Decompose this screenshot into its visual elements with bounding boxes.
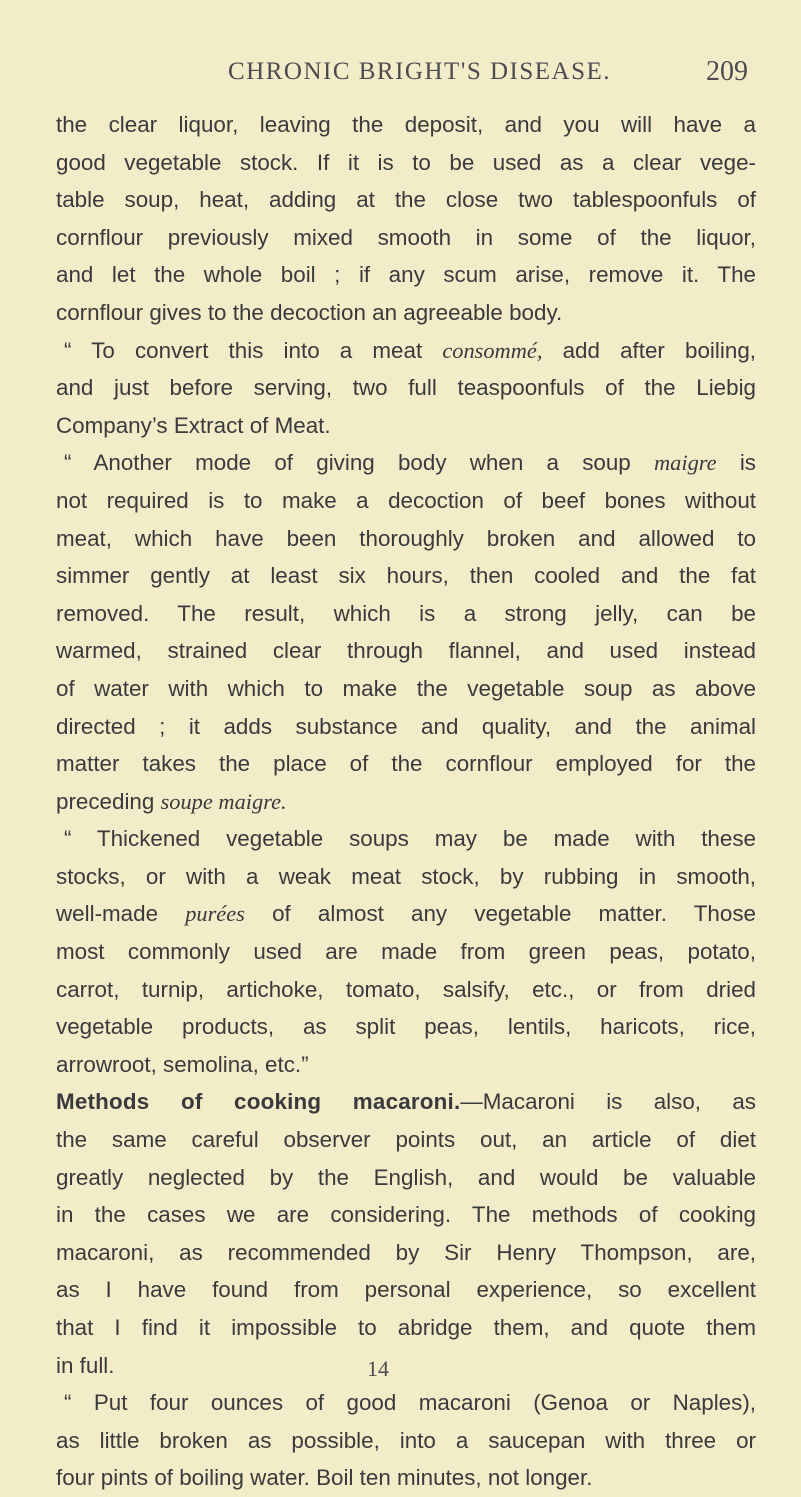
text-line — [56, 745, 756, 783]
text-line — [56, 520, 756, 558]
text-line — [56, 181, 756, 219]
signature-mark: 14 — [367, 1356, 389, 1381]
text-segment: well-made — [56, 901, 186, 927]
text-segment: in the cases we are considering. The methods of cooking — [56, 1202, 756, 1228]
text-segment: matter takes the place of the cornflour employed for the — [56, 751, 756, 777]
text-segment: Company’s Extract of Meat. — [56, 412, 331, 438]
text-segment: removed. The result, which is a strong jelly, can be — [56, 600, 756, 626]
text-segment: meat, which have been thoroughly broken and allowed to — [56, 525, 756, 551]
text-segment: and just before serving, two full teaspoonfuls of the Liebig — [56, 375, 756, 401]
body-text — [56, 106, 756, 1497]
page-number: 209 — [706, 56, 748, 87]
text-line — [56, 482, 756, 520]
text-line — [56, 369, 756, 407]
text-segment: carrot, turnip, artichoke, tomato, salsify, etc., or from dried — [56, 976, 756, 1002]
text-line — [56, 106, 756, 144]
section-heading: Methods of cooking macaroni. — [56, 1089, 461, 1115]
italic-text: purées — [185, 901, 245, 927]
text-segment: macaroni, as recommended by Sir Henry Thompson, are, — [56, 1239, 756, 1265]
text-segment: warmed, strained clear through flannel, and used instead — [56, 638, 756, 664]
text-segment: the same careful observer points out, an article of diet — [56, 1127, 756, 1153]
text-line — [56, 595, 756, 633]
text-line — [56, 1159, 756, 1197]
text-segment: —Macaroni is also, as — [460, 1089, 756, 1115]
text-segment: “ Another mode of giving body when a soup — [64, 450, 654, 476]
text-line — [56, 444, 756, 482]
text-segment: cornflour previously mixed smooth in some of the liquor, — [56, 224, 756, 250]
text-segment: “ Put four ounces of good macaroni (Genoa or Naples), — [64, 1390, 756, 1416]
text-line — [56, 1046, 756, 1084]
text-line — [56, 1309, 756, 1347]
text-segment: cornflour gives to the decoction an agreeable body. — [56, 299, 563, 325]
text-segment: “ Thickened vegetable soups may be made with these — [64, 826, 756, 852]
text-segment: and let the whole boil ; if any scum arise, remove it. The — [56, 262, 756, 288]
page-header — [0, 56, 801, 96]
text-line — [56, 1083, 756, 1121]
text-segment: as little broken as possible, into a saucepan with three or — [56, 1427, 756, 1453]
italic-text: consommé, — [442, 337, 543, 363]
text-line — [56, 933, 756, 971]
text-segment: stocks, or with a weak meat stock, by rubbing in smooth, — [56, 863, 756, 889]
text-line — [56, 219, 756, 257]
text-segment: preceding — [56, 788, 161, 814]
text-line — [56, 1234, 756, 1272]
text-segment: vegetable products, as split peas, lentils, haricots, rice, — [56, 1014, 756, 1040]
text-line — [56, 407, 756, 445]
text-line — [56, 1271, 756, 1309]
text-segment: add after boiling, — [542, 337, 756, 363]
text-line — [56, 971, 756, 1009]
italic-text: soupe maigre. — [160, 788, 287, 814]
text-line — [56, 256, 756, 294]
text-line — [56, 557, 756, 595]
text-segment: greatly neglected by the English, and would be valuable — [56, 1164, 756, 1190]
text-line — [56, 708, 756, 746]
text-line — [56, 144, 756, 182]
text-line — [56, 1008, 756, 1046]
text-line — [56, 632, 756, 670]
text-segment: simmer gently at least six hours, then cooled and the fat — [56, 563, 756, 589]
text-segment: that I find it impossible to abridge them, and quote them — [56, 1315, 756, 1340]
text-segment: arrowroot, semolina, etc.” — [56, 1051, 309, 1077]
text-segment: as I have found from personal experience, so excellent — [56, 1277, 756, 1303]
text-segment: most commonly used are made from green peas, potato, — [56, 939, 756, 965]
running-title: CHRONIC BRIGHT'S DISEASE. — [228, 58, 612, 85]
text-line — [56, 332, 756, 370]
text-line — [56, 1459, 756, 1497]
text-segment: of almost any vegetable matter. Those — [244, 901, 756, 927]
text-segment: “ To convert this into a meat — [64, 337, 443, 363]
text-line — [56, 1384, 756, 1422]
text-line — [56, 858, 756, 896]
text-segment: of water with which to make the vegetable soup as above — [56, 675, 756, 701]
text-segment: good vegetable stock. If it is to be used as a clear vege- — [56, 149, 756, 175]
text-line — [56, 1121, 756, 1159]
text-line — [56, 1422, 756, 1460]
text-line — [56, 1196, 756, 1234]
text-line — [56, 820, 756, 858]
text-segment: four pints of boiling water. Boil ten minutes, not longer. — [56, 1465, 593, 1491]
text-segment: table soup, heat, adding at the close two tablespoonfuls of — [56, 187, 756, 213]
text-segment: the clear liquor, leaving the deposit, and you will have a — [56, 112, 756, 137]
text-line — [56, 895, 756, 933]
text-segment: not required is to make a decoction of beef bones without — [56, 487, 756, 513]
text-line — [56, 670, 756, 708]
text-segment: in full. — [56, 1352, 115, 1378]
italic-text: maigre — [653, 450, 717, 476]
text-segment: is — [716, 450, 756, 476]
text-segment: directed ; it adds substance and quality, and the animal — [56, 713, 756, 739]
text-line — [56, 1347, 756, 1385]
text-line — [56, 294, 756, 332]
text-line — [56, 783, 756, 821]
